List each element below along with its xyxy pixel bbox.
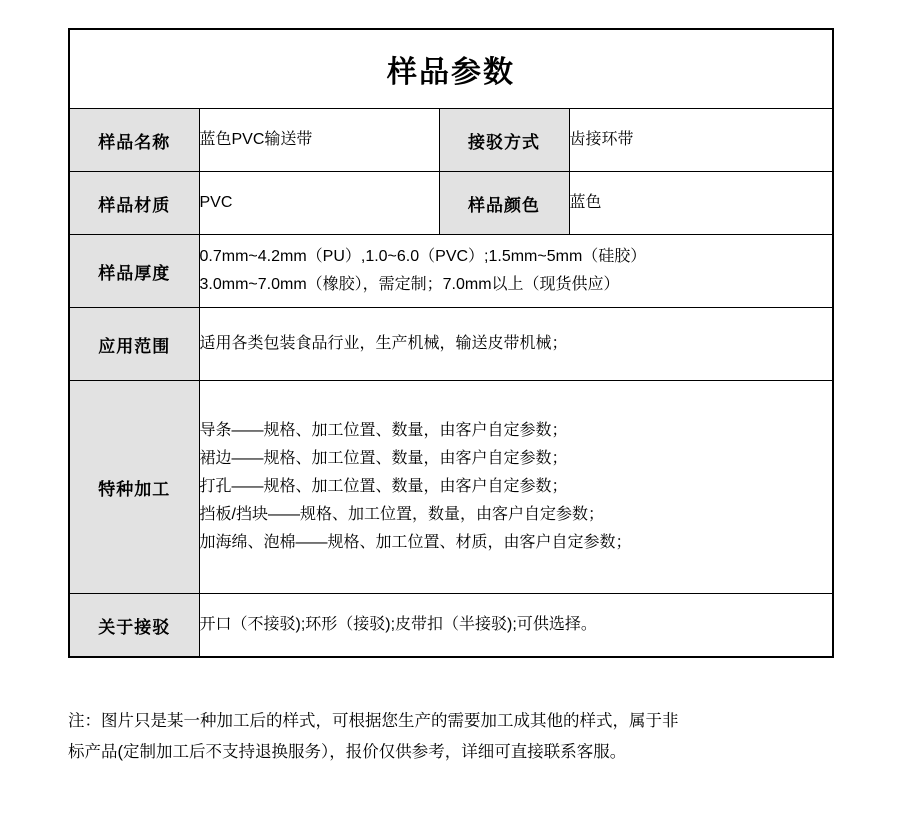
special-line-2: 裙边——规格、加工位置、数量，由客户自定参数； <box>199 450 568 467</box>
table-row <box>69 109 833 172</box>
special-line-4: 挡板/挡块——规格、加工位置，数量，由客户自定参数； <box>199 506 604 523</box>
special-line-3: 打孔——规格、加工位置、数量，由客户自定参数； <box>199 478 568 495</box>
table-row <box>69 594 833 658</box>
footer-note-line-1: 注：图片只是某一种加工后的样式，可根据您生产的需要加工成其他的样式，属于非 <box>68 712 679 730</box>
row-label-special-processing: 特种加工 <box>69 381 199 594</box>
table-row <box>69 235 833 308</box>
row-value-joint-method: 齿接环带 <box>569 109 833 172</box>
row-label-sample-color: 样品颜色 <box>439 172 569 235</box>
thickness-line-2: 3.0mm~7.0mm（橡胶），需定制；7.0mm以上（现货供应） <box>199 276 620 293</box>
footer-note-line-2: 标产品(定制加工后不支持退换服务），报价仅供参考，详细可直接联系客服。 <box>68 742 627 761</box>
special-line-5: 加海绵、泡棉——规格、加工位置、材质，由客户自定参数； <box>199 534 632 551</box>
thickness-line-1: 0.7mm~4.2mm（PU）,1.0~6.0（PVC）;1.5mm~5mm（硅胶） <box>199 248 647 265</box>
table-row <box>69 172 833 235</box>
sample-parameter-table <box>68 28 834 658</box>
row-label-thickness: 样品厚度 <box>69 235 199 308</box>
row-label-sample-name: 样品名称 <box>69 109 199 172</box>
row-value-sample-name: 蓝色PVC输送带 <box>199 109 439 172</box>
row-value-special-processing <box>199 381 833 594</box>
row-label-about-joint: 关于接驳 <box>69 594 199 658</box>
row-label-joint-method: 接驳方式 <box>439 109 569 172</box>
table-row <box>69 308 833 381</box>
row-label-application-scope: 应用范围 <box>69 308 199 381</box>
row-value-about-joint: 开口（不接驳);环形（接驳);皮带扣（半接驳);可供选择。 <box>199 594 833 658</box>
row-label-sample-material: 样品材质 <box>69 172 199 235</box>
table-row-title <box>69 29 833 109</box>
row-value-thickness <box>199 235 833 308</box>
special-line-1: 导条——规格、加工位置、数量，由客户自定参数； <box>199 422 568 439</box>
row-value-application-scope: 适用各类包装食品行业，生产机械，输送皮带机械； <box>199 308 833 381</box>
row-value-sample-color: 蓝色 <box>569 172 833 235</box>
footer-note <box>68 706 858 767</box>
row-value-sample-material: PVC <box>199 172 439 235</box>
table-row <box>69 381 833 594</box>
page-title: 样品参数 <box>69 29 833 109</box>
